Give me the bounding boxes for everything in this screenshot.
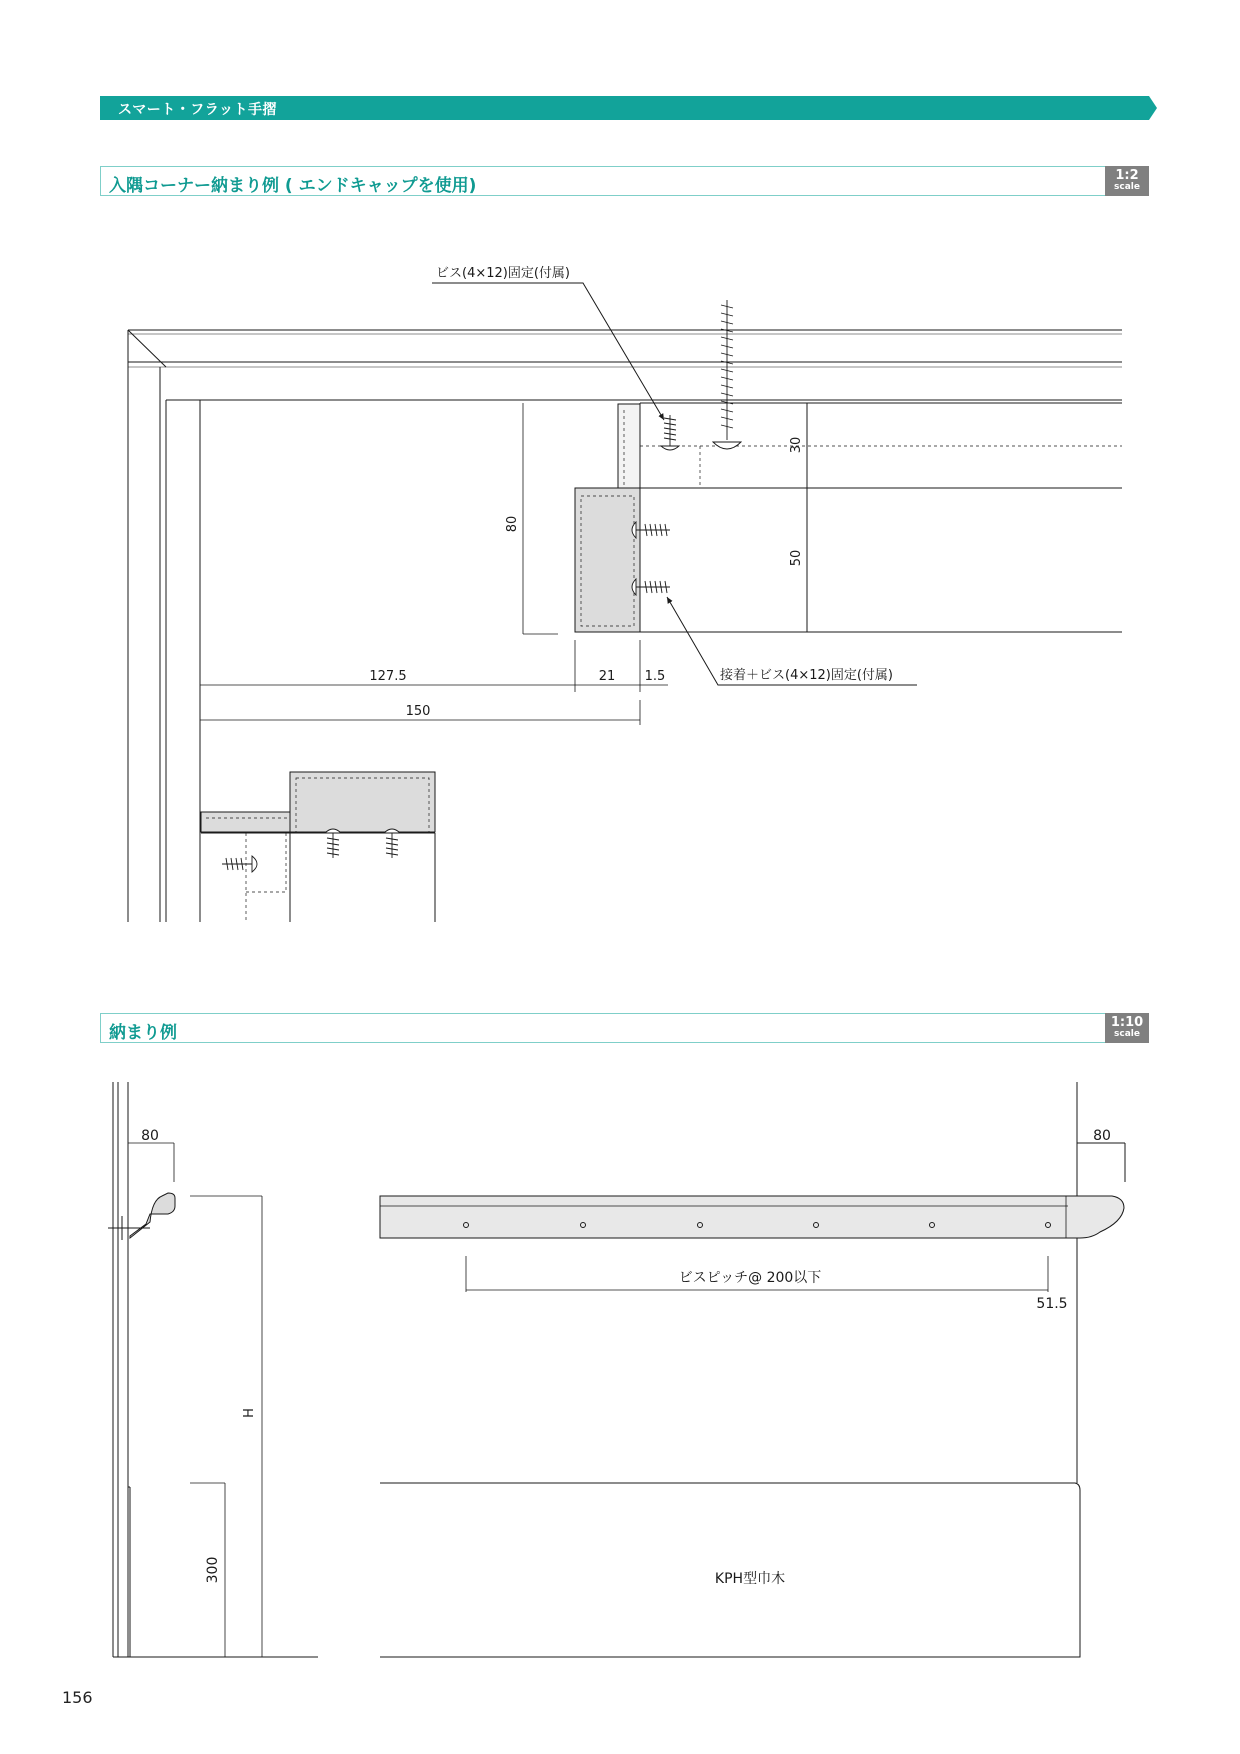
end-cap — [575, 488, 640, 632]
height-label: H — [242, 1408, 257, 1418]
installation-elevation-drawing — [108, 1082, 1125, 1657]
handrail-elevation — [380, 1196, 1124, 1238]
screw-icon — [661, 415, 679, 450]
screw-icon — [222, 856, 257, 872]
return-handrail-section — [201, 772, 435, 922]
dimension-80-left — [128, 1143, 174, 1182]
section-title-installation: 納まり例 — [109, 1023, 177, 1043]
dimension-label-1-5: 1.5 — [644, 669, 666, 684]
dimension-label-127-5: 127.5 — [369, 669, 407, 684]
top-wall — [128, 330, 1122, 400]
baseboard — [380, 1483, 1080, 1657]
page-number: 156 — [62, 1688, 93, 1707]
main-handrail-section — [618, 403, 1122, 632]
dimension-label-80: 80 — [505, 515, 520, 533]
callout-screw-top: ビス(4×12)固定(付属) — [436, 266, 570, 281]
dimension-80 — [523, 403, 558, 634]
dimension-height — [190, 1196, 262, 1657]
dimension-label-150: 150 — [405, 704, 431, 719]
dimension-label-30: 30 — [789, 436, 804, 454]
callout-leader-top — [432, 283, 664, 420]
screw-pitch-label: ビスピッチ@ 200以下 — [678, 1270, 822, 1286]
scale-word: scale — [1114, 182, 1140, 192]
scale-word: scale — [1114, 1029, 1140, 1039]
scale-ratio: 1:10 — [1110, 1015, 1144, 1030]
dimension-label-50: 50 — [789, 549, 804, 567]
product-title: スマート・フラット手摺 — [118, 102, 277, 118]
section-title-corner-detail: 入隅コーナー納まり例 ( エンドキャップを使用) — [109, 176, 477, 196]
left-wall — [128, 330, 200, 922]
long-screw-icon — [713, 300, 741, 449]
callout-adhesive-screw: 接着＋ビス(4×12)固定(付属) — [720, 668, 893, 683]
scale-ratio: 1:2 — [1115, 168, 1139, 183]
dimension-label-300: 300 — [205, 1556, 221, 1584]
corner-detail-drawing — [128, 283, 1122, 922]
screw-icon — [325, 829, 341, 858]
dimension-label-left-80: 80 — [141, 1128, 159, 1144]
dimension-label-right-80: 80 — [1093, 1128, 1111, 1144]
dimension-label-21: 21 — [598, 669, 616, 684]
screw-icon — [384, 829, 400, 858]
dimension-label-51-5: 51.5 — [1036, 1296, 1068, 1312]
baseboard-label: KPH型巾木 — [714, 1571, 786, 1587]
